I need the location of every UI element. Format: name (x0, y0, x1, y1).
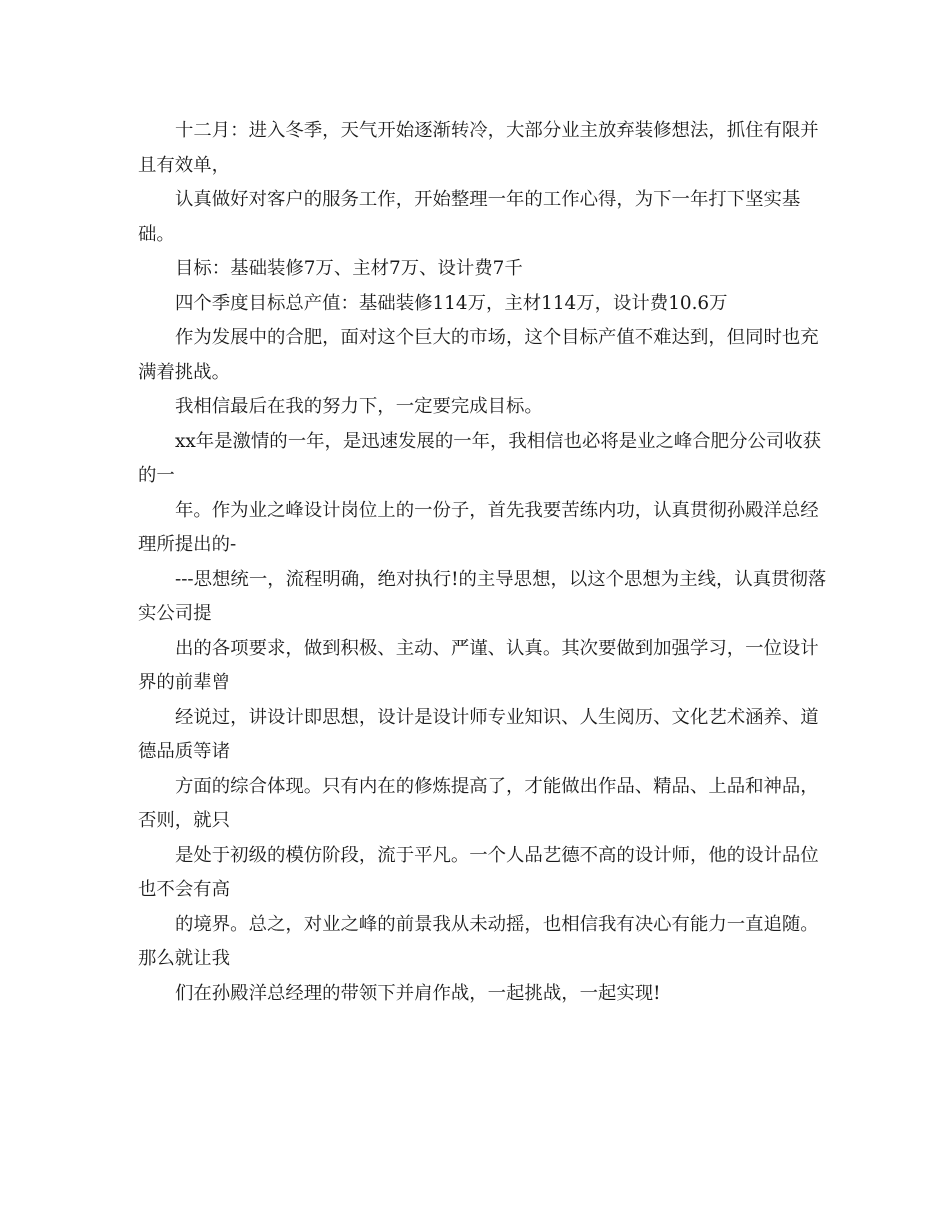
paragraph-december: 十二月：进入冬季，天气开始逐渐转冷，大部分业主放弃装修想法，抓住有限并且有效单， (138, 120, 819, 176)
paragraph-commitment: 我相信最后在我的努力下，一定要完成目标。 (175, 396, 543, 417)
paragraph-cultivation: 方面的综合体现。只有内在的修炼提高了，才能做出作品、精品、上品和神品，否则，就只 (138, 775, 819, 831)
paragraph-service-work: 认真做好对客户的服务工作，开始整理一年的工作心得，为下一年打下坚实基础。 (138, 189, 801, 245)
paragraph-year-outlook: xx年是激情的一年，是迅速发展的一年，我相信也必将是业之峰合肥分公司收获的一 (138, 430, 822, 486)
paragraph-requirements: 出的各项要求，做到积极、主动、严谨、认真。其次要做到加强学习，一位设计界的前辈曾 (138, 637, 819, 693)
paragraph-role: 年。作为业之峰设计岗位上的一份子，首先我要苦练内功，认真贯彻孙殿洋总经理所提出的- (138, 499, 819, 555)
paragraph-guiding-thought: ---思想统一，流程明确，绝对执行!的主导思想，以这个思想为主线，认真贯彻落实公司提 (138, 568, 827, 624)
paragraph-closing: 们在孙殿洋总经理的带领下并肩作战，一起挑战，一起实现! (175, 982, 661, 1004)
paragraph-prospects: 的境界。总之，对业之峰的前景我从未动摇，也相信我有决心有能力一直追随。那么就让我 (138, 913, 819, 969)
paragraph-imitation: 是处于初级的模仿阶段，流于平凡。一个人品艺德不高的设计师，他的设计品位也不会有高 (138, 844, 819, 900)
document-body (138, 114, 828, 1011)
paragraph-market-challenge: 作为发展中的合肥，面对这个巨大的市场，这个目标产值不难达到，但同时也充满着挑战。 (138, 327, 819, 383)
paragraph-monthly-target: 目标：基础装修7万、主材7万、设计费7千 (175, 258, 523, 279)
paragraph-annual-target: 四个季度目标总产值：基础装修114万，主材114万，设计费10.6万 (175, 292, 728, 314)
paragraph-design-philosophy: 经说过，讲设计即思想，设计是设计师专业知识、人生阅历、文化艺术涵养、道德品质等诸 (138, 706, 819, 762)
